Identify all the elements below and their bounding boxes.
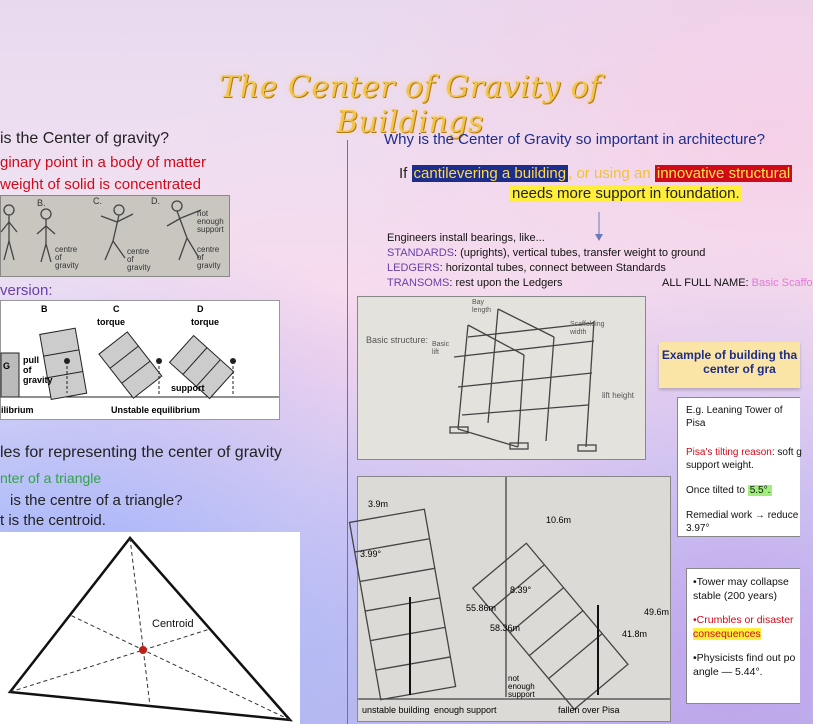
ledgers-term: LEDGERS <box>387 262 440 274</box>
sketch-label-cog-3: centre of gravity <box>197 245 221 270</box>
equilibrium-label: ilibrium <box>1 405 34 415</box>
lift-height-label: lift height <box>602 391 635 400</box>
bullet-3-line-2: angle — 5.44°. <box>693 666 763 678</box>
bullet-3: •Physicists find out po <box>693 652 796 664</box>
intro-mid: , or using an <box>568 165 651 182</box>
pisa-reason-term: Pisa's tilting reason <box>686 447 772 458</box>
diagram-label-d: D <box>197 304 204 314</box>
pisa-tilted-value: 5.5°. <box>749 485 771 496</box>
sketch-label-not-enough: not enough support <box>197 209 224 234</box>
right-heading: Why is the Center of Gravity so important in architecture? <box>384 131 765 148</box>
pisa-angle-2: 8.39° <box>510 585 532 595</box>
pisa-tilted-label: Once tilted to <box>686 485 745 496</box>
standards-desc: : (uprights), vertical tubes, transfer weight to ground <box>454 247 706 259</box>
intro-line-1 <box>399 165 792 182</box>
triangle-question: is the centre of a triangle? <box>10 492 183 509</box>
bullets-box <box>686 568 800 704</box>
pisa-remedial: Remedial work → reduce <box>686 510 799 521</box>
triangle-subheading: nter of a triangle <box>0 470 102 486</box>
example-box-line-2: center of gra <box>703 362 776 376</box>
column-divider <box>347 140 348 724</box>
innovative-highlight: innovative structural <box>656 165 791 182</box>
bullet-2-line-2 <box>693 627 800 641</box>
pisa-height-2: 58.36m <box>490 623 521 633</box>
bullet-2-highlight: consequences <box>693 628 761 640</box>
pisa-angle-1: 3.99° <box>360 549 382 559</box>
pisa-reason <box>686 446 800 459</box>
transoms-desc: : rest upon the Ledgers <box>449 277 563 289</box>
pisa-example: E.g. Leaning Tower of Pisa <box>686 405 783 429</box>
barrel-diagram <box>0 300 280 420</box>
pisa-dim-1: 3.9m <box>368 499 389 509</box>
pisa-sketch <box>357 476 671 722</box>
torque-label-1: torque <box>97 317 125 327</box>
definition-line-1: ginary point in a body of matter <box>0 154 206 171</box>
centroid-diagram <box>0 532 300 724</box>
pisa-info-box <box>677 397 800 537</box>
full-name-value: Basic Scaffo <box>751 277 813 289</box>
intro-line-2 <box>510 185 742 202</box>
bullet-1-line-2: stable (200 years) <box>693 590 778 602</box>
sketch-label-d: D. <box>151 196 160 206</box>
transoms-line <box>387 277 562 289</box>
pisa-height-4: 49.6m <box>644 607 670 617</box>
standards-term: STANDARDS <box>387 247 455 259</box>
unstable-equilibrium-label: Unstable equilibrium <box>111 405 201 415</box>
left-heading-1: is the Center of gravity? <box>0 130 169 147</box>
intro-if: If <box>399 165 408 182</box>
bay-length-label: Bay length <box>472 299 492 314</box>
stick-figure-sketch <box>0 195 230 277</box>
pull-of-gravity-label: pull of gravity <box>23 355 53 385</box>
pisa-height-1: 55.86m <box>466 603 497 613</box>
left-heading-2: les for representing the center of gravity <box>0 444 282 461</box>
arrow-down-icon <box>594 212 604 242</box>
diagram-label-c: C <box>113 304 120 314</box>
scaffolding-width-label: Scaffolding width <box>570 321 605 336</box>
fallen-over-pisa-label: fallen over Pisa <box>558 705 620 715</box>
foundation-highlight: needs more support in foundation. <box>512 185 740 202</box>
full-name-label: ALL FULL NAME: <box>662 277 749 289</box>
example-box <box>659 342 800 388</box>
version-label: version: <box>0 282 53 299</box>
sketch-label-b: B. <box>37 198 46 208</box>
pisa-reason-line-2: support weight. <box>686 460 754 471</box>
ledgers-line <box>387 262 666 274</box>
page-title: The Center of Gravity of Buildings <box>219 70 601 140</box>
scaffold-sketch <box>357 296 646 460</box>
support-label: support <box>171 383 205 393</box>
bullet-2: •Crumbles or disaster <box>693 614 794 626</box>
triangle-answer: t is the centroid. <box>0 512 106 529</box>
stick-figures-drawing <box>1 196 229 276</box>
standards-line <box>387 247 705 259</box>
pisa-height-3: 41.8m <box>622 629 648 639</box>
enough-support-label: enough support <box>434 705 497 715</box>
triangle-drawing <box>0 532 300 724</box>
engineers-text: Engineers install bearings, like... <box>387 232 545 244</box>
bullet-1: •Tower may collapse <box>693 576 789 588</box>
basic-lift-label: Basic lift <box>432 341 450 356</box>
pisa-reason-desc: : soft g <box>771 447 802 458</box>
basic-structure-label: Basic structure: <box>366 335 429 345</box>
torque-label-2: torque <box>191 317 219 327</box>
not-enough-support-label: not enough support <box>508 674 535 699</box>
transoms-term: TRANSOMS <box>387 277 450 289</box>
sketch-label-cog-2: centre of gravity <box>127 247 151 272</box>
sketch-label-cog-1: centre of gravity <box>55 245 79 270</box>
pisa-tilted <box>686 484 800 497</box>
cantilever-highlight: cantilevering a building <box>413 165 567 182</box>
centroid-label: Centroid <box>152 618 194 630</box>
pisa-dim-2: 10.6m <box>546 515 572 525</box>
full-name-line <box>662 277 813 289</box>
diagram-label-b: B <box>41 304 48 314</box>
definition-line-2: weight of solid is concentrated <box>0 176 201 193</box>
unstable-building-label: unstable building <box>362 705 430 715</box>
pisa-remedial-line-2: 3.97° <box>686 523 710 534</box>
g-label: G <box>3 361 11 371</box>
example-box-line-1: Example of building tha <box>661 348 798 362</box>
ledgers-desc: : horizontal tubes, connect between Standards <box>439 262 666 274</box>
sketch-label-c: C. <box>93 196 102 206</box>
